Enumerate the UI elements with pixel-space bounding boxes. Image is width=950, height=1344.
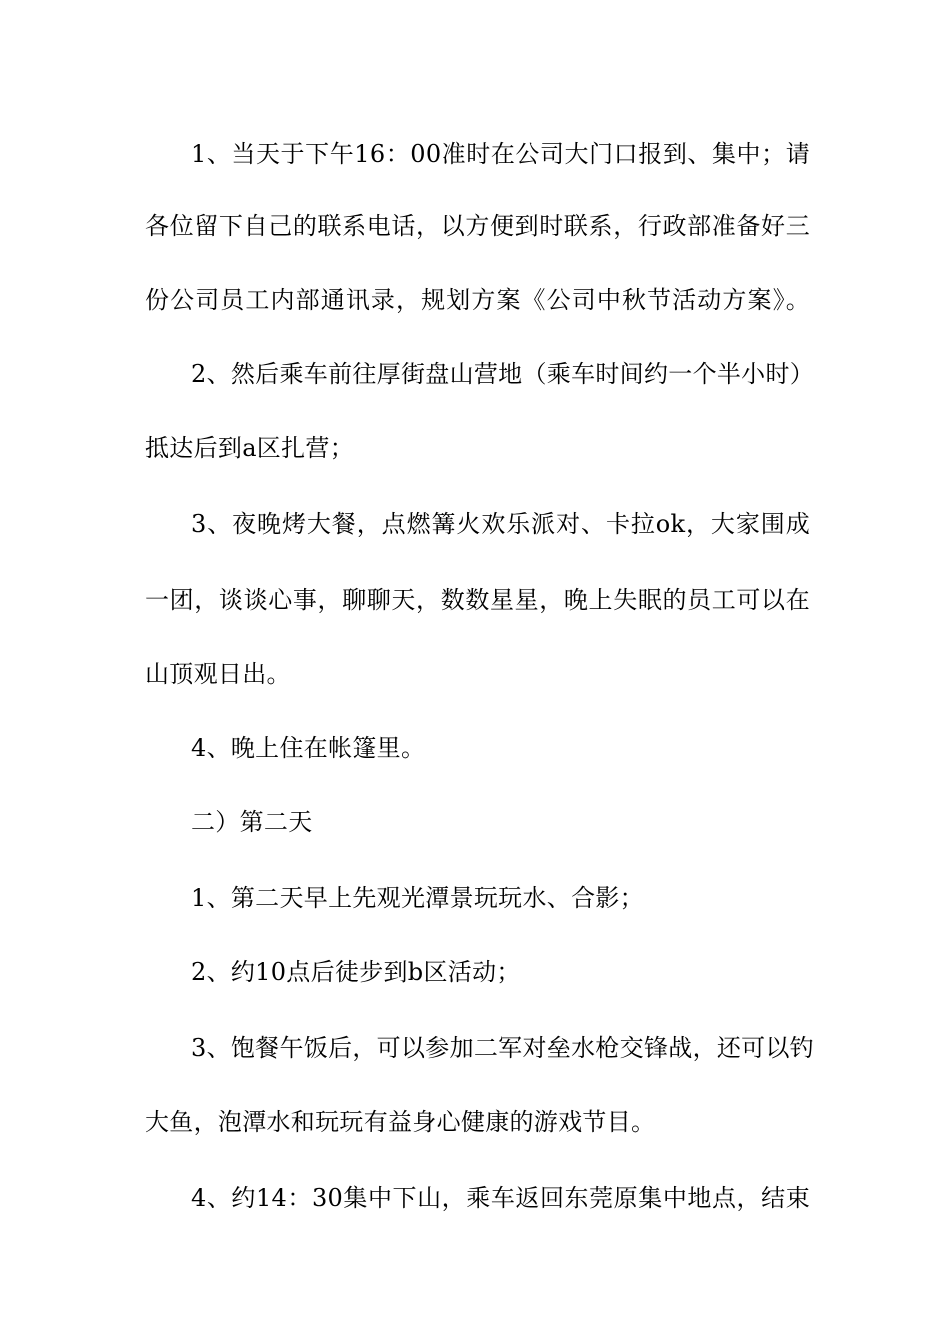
paragraph-line: 1、当天于下午16：00准时在公司大门口报到、集中；请	[191, 140, 810, 168]
paragraph-line: 4、晚上住在帐篷里。	[191, 734, 426, 762]
paragraph-line: 4、约14：30集中下山，乘车返回东莞原集中地点，结束	[191, 1184, 810, 1212]
paragraph-line: 抵达后到a区扎营；	[145, 434, 355, 462]
section-heading: 二）第二天	[191, 808, 313, 836]
paragraph-line: 大鱼，泡潭水和玩玩有益身心健康的游戏节目。	[145, 1108, 656, 1136]
paragraph-line: 一团，谈谈心事，聊聊天，数数星星，晚上失眠的员工可以在	[145, 586, 810, 614]
paragraph-line: 2、然后乘车前往厚街盘山营地（乘车时间约一个半小时）	[191, 360, 815, 388]
paragraph-line: 2、约10点后徒步到b区活动；	[191, 958, 521, 986]
paragraph-line: 1、第二天早上先观光潭景玩玩水、合影；	[191, 884, 644, 912]
paragraph-line: 各位留下自己的联系电话，以方便到时联系，行政部准备好三	[145, 212, 810, 240]
paragraph-line: 份公司员工内部通讯录，规划方案《公司中秋节活动方案》。	[145, 286, 810, 314]
paragraph-line: 山顶观日出。	[145, 660, 291, 688]
paragraph-line: 3、饱餐午饭后，可以参加二军对垒水枪交锋战，还可以钓	[191, 1034, 815, 1062]
paragraph-line: 3、夜晚烤大餐，点燃篝火欢乐派对、卡拉ok，大家围成	[191, 510, 810, 538]
